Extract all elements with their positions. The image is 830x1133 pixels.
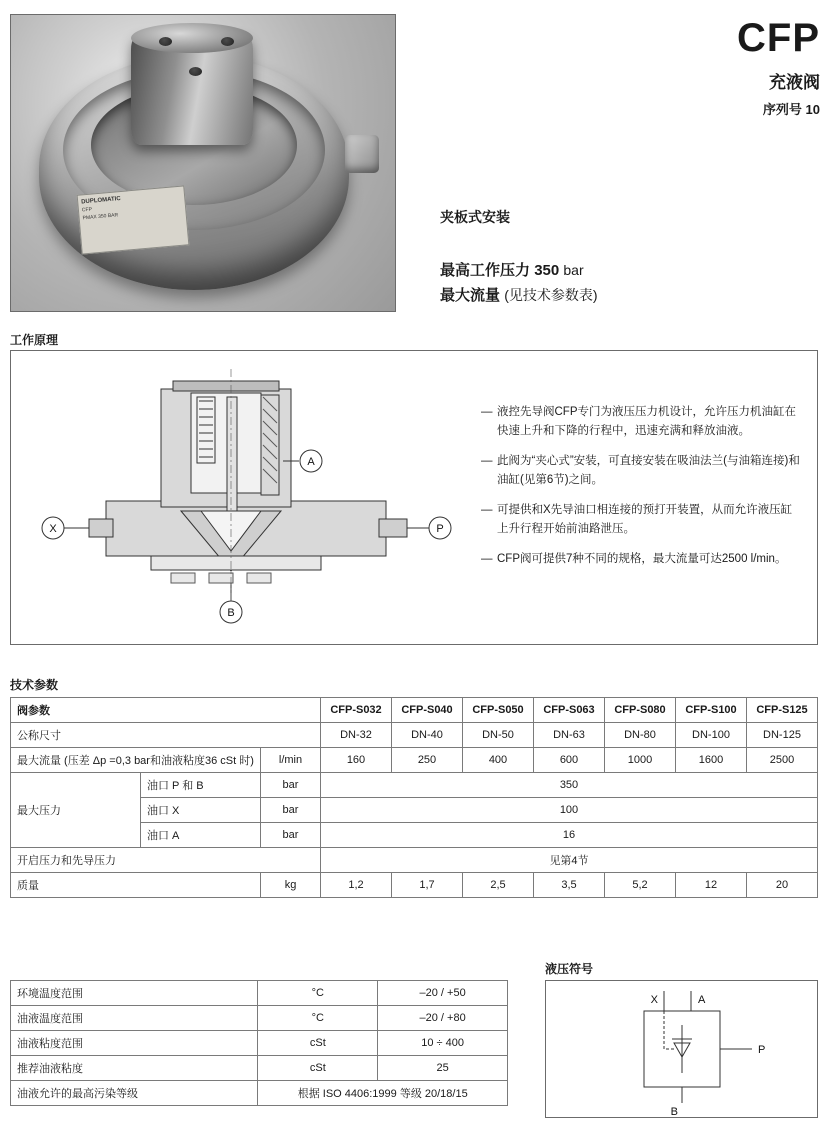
cell-value: DN-100 xyxy=(676,723,747,748)
cell-value: DN-125 xyxy=(747,723,818,748)
cell-value: 400 xyxy=(463,748,534,773)
row-label: 油液粘度范围 xyxy=(11,1031,258,1056)
product-code: CFP xyxy=(737,16,820,60)
cell-value: DN-40 xyxy=(392,723,463,748)
row-label: 油口 P 和 B xyxy=(141,773,261,798)
section-title-tech: 技术参数 xyxy=(10,678,59,692)
row-label: 油口 X xyxy=(141,798,261,823)
environment-data-table xyxy=(10,980,508,1106)
hydraulic-symbol-diagram xyxy=(546,981,817,1117)
screw-icon xyxy=(189,67,202,76)
principle-bullet-list xyxy=(481,403,801,580)
table-row xyxy=(11,981,508,1006)
cell-value: DN-80 xyxy=(605,723,676,748)
row-unit: bar xyxy=(261,798,321,823)
section-title-symbol: 液压符号 xyxy=(545,962,594,976)
row-group-label: 最大压力 xyxy=(11,773,141,848)
dash-icon: — xyxy=(481,503,493,516)
table-row xyxy=(11,748,818,773)
cell-value: 250 xyxy=(392,748,463,773)
cell-value: DN-32 xyxy=(321,723,392,748)
max-pressure-spec xyxy=(440,259,584,280)
svg-text:A: A xyxy=(698,994,706,1006)
row-unit: cSt xyxy=(258,1056,378,1081)
product-nameplate xyxy=(77,185,190,254)
cell-value: 1000 xyxy=(605,748,676,773)
table-header-model: CFP-S080 xyxy=(605,698,676,723)
row-unit: bar xyxy=(261,773,321,798)
svg-text:P: P xyxy=(436,523,444,535)
bullet-text: 此阀为“夹心式”安装，可直接安装在吸油法兰(与油箱连接)和 油缸(见第6节)之间。 xyxy=(497,454,800,486)
cell-value: 1,2 xyxy=(321,873,392,898)
table-header-model: CFP-S063 xyxy=(534,698,605,723)
table-row xyxy=(11,1006,508,1031)
photo-background xyxy=(11,15,395,311)
max-flow-value: (见技术参数表) xyxy=(504,287,598,303)
cell-value: –20 / +50 xyxy=(378,981,508,1006)
cell-value: 见第4节 xyxy=(321,848,818,873)
nameplate-brand: DUPLOMATIC xyxy=(81,196,121,206)
row-unit: °C xyxy=(258,1006,378,1031)
cell-value: 根据 ISO 4406:1999 等级 20/18/15 xyxy=(258,1081,508,1106)
row-unit: bar xyxy=(261,823,321,848)
bullet-text: 液控先导阀CFP专门为液压压力机设计，允许压力机油缸在快速上升和下降的行程中，迅速充满和释放油液。 xyxy=(497,406,796,437)
row-label: 油液温度范围 xyxy=(11,1006,258,1031)
cell-value: 2,5 xyxy=(463,873,534,898)
principle-box xyxy=(10,350,818,645)
cell-value: DN-50 xyxy=(463,723,534,748)
table-row xyxy=(11,873,818,898)
table-header-model: CFP-S032 xyxy=(321,698,392,723)
table-header-model: CFP-S100 xyxy=(676,698,747,723)
row-unit: cSt xyxy=(258,1031,378,1056)
table-header-row xyxy=(11,698,818,723)
svg-text:X: X xyxy=(49,523,57,535)
dash-icon: — xyxy=(481,454,493,467)
cell-value: 2500 xyxy=(747,748,818,773)
cell-value: 10 ÷ 400 xyxy=(378,1031,508,1056)
max-flow-spec xyxy=(440,284,598,305)
cell-value: 20 xyxy=(747,873,818,898)
bullet-text: CFP阀可提供7种不同的规格，最大流量可达2500 l/min。 xyxy=(497,552,787,565)
table-row xyxy=(11,1056,508,1081)
hydraulic-symbol-box xyxy=(545,980,818,1118)
row-label: 推荐油液粘度 xyxy=(11,1056,258,1081)
cell-value: 3,5 xyxy=(534,873,605,898)
cell-value: 1,7 xyxy=(392,873,463,898)
row-unit: kg xyxy=(261,873,321,898)
table-header-model: CFP-S050 xyxy=(463,698,534,723)
row-label: 公称尺寸 xyxy=(11,723,321,748)
table-row xyxy=(11,773,818,798)
list-item xyxy=(481,452,801,490)
cell-value: 16 xyxy=(321,823,818,848)
dash-icon: — xyxy=(481,406,493,418)
table-row xyxy=(11,1081,508,1106)
table-header-model: CFP-S040 xyxy=(392,698,463,723)
dash-icon: — xyxy=(481,552,493,565)
product-name: 充液阀 xyxy=(769,73,820,92)
valve-cap-top-graphic xyxy=(131,23,253,53)
cell-value: 350 xyxy=(321,773,818,798)
table-row xyxy=(11,723,818,748)
cell-value: 5,2 xyxy=(605,873,676,898)
cell-value: DN-63 xyxy=(534,723,605,748)
screw-icon xyxy=(159,37,172,46)
max-pressure-label: 最高工作压力 xyxy=(440,262,531,279)
list-item xyxy=(481,550,801,569)
table-header-model: CFP-S125 xyxy=(747,698,818,723)
technical-data-table xyxy=(10,697,818,898)
cell-value: 600 xyxy=(534,748,605,773)
max-pressure-unit: bar xyxy=(563,262,584,278)
list-item xyxy=(481,403,801,441)
max-flow-label: 最大流量 xyxy=(440,287,501,304)
row-label: 环境温度范围 xyxy=(11,981,258,1006)
cell-value: 1600 xyxy=(676,748,747,773)
svg-text:B: B xyxy=(227,607,235,619)
cell-value: –20 / +80 xyxy=(378,1006,508,1031)
row-label: 油口 A xyxy=(141,823,261,848)
row-label: 开启压力和先导压力 xyxy=(11,848,321,873)
row-label: 油液允许的最高污染等级 xyxy=(11,1081,258,1106)
nameplate-pressure: PMAX 350 BAR xyxy=(82,211,119,221)
product-serial: 序列号 10 xyxy=(762,102,820,117)
max-pressure-value: 350 xyxy=(534,262,560,279)
title-block xyxy=(520,14,820,118)
svg-text:X: X xyxy=(650,994,658,1006)
row-label: 质量 xyxy=(11,873,261,898)
table-header-params: 阀参数 xyxy=(11,698,321,723)
section-title-principle: 工作原理 xyxy=(10,333,59,347)
row-label: 最大流量 (压差 Δp =0,3 bar和油液粘度36 cSt 时) xyxy=(11,748,261,773)
svg-text:P: P xyxy=(758,1044,766,1056)
table-row xyxy=(11,848,818,873)
cell-value: 100 xyxy=(321,798,818,823)
bullet-text: 可提供和X先导油口相连接的预打开装置，从而允许液压缸上升行程开始前油路泄压。 xyxy=(497,503,793,535)
valve-section-drawing xyxy=(31,361,461,636)
cell-value: 25 xyxy=(378,1056,508,1081)
row-unit: l/min xyxy=(261,748,321,773)
product-photo xyxy=(10,14,396,312)
cell-value: 12 xyxy=(676,873,747,898)
screw-icon xyxy=(221,37,234,46)
header xyxy=(10,14,820,314)
cell-value: 160 xyxy=(321,748,392,773)
side-port-graphic xyxy=(345,135,379,173)
row-unit: °C xyxy=(258,981,378,1006)
svg-text:B: B xyxy=(670,1106,678,1117)
nameplate-model: CFP xyxy=(81,206,93,214)
mounting-type: 夹板式安装 xyxy=(440,209,510,225)
svg-text:A: A xyxy=(307,456,315,468)
table-row xyxy=(11,1031,508,1056)
list-item xyxy=(481,501,801,539)
